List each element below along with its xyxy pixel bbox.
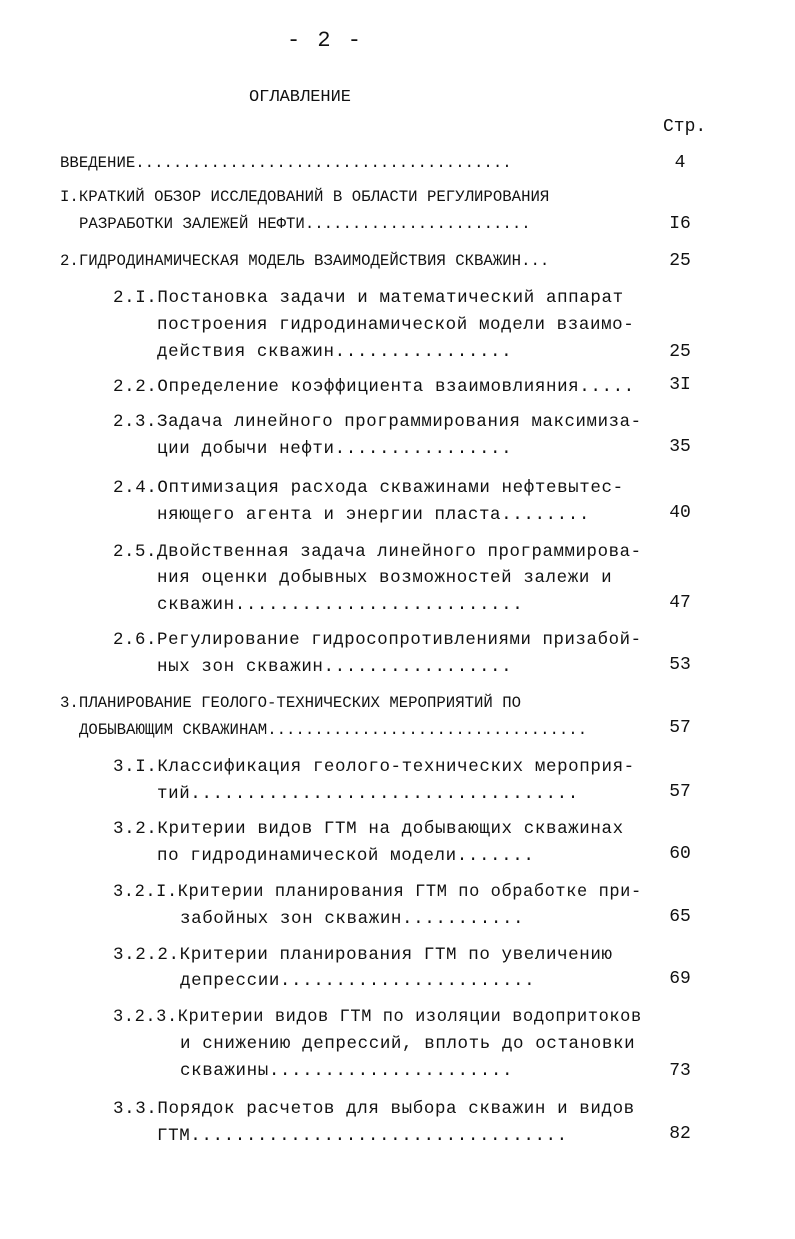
toc-entry-line: ГТМ.................................. xyxy=(157,1126,568,1146)
toc-entry-line: скважин.......................... xyxy=(157,595,524,615)
toc-entry-line: действия скважин................ xyxy=(157,342,513,362)
toc-entry-line: 2.4.Оптимизация расхода скважинами нефтевытес- xyxy=(113,478,624,498)
toc-entry-line: 2.5.Двойственная задача линейного программирова- xyxy=(113,542,642,562)
toc-entry-page: 57 xyxy=(669,718,691,738)
toc-entry-page: I6 xyxy=(669,214,691,234)
toc-entry-line: построения гидродинамической модели взаимо- xyxy=(157,315,635,335)
toc-entry-page: 25 xyxy=(669,251,691,271)
toc-entry-line: ных зон скважин................. xyxy=(157,657,513,677)
toc-entry-page: 69 xyxy=(669,969,691,989)
toc-entry-line: 3.I.Классификация геолого-технических мероприя- xyxy=(113,757,635,777)
page-number: - 2 - xyxy=(286,28,363,53)
toc-entry-line: 3.2.I.Критерии планирования ГТМ по обработке при- xyxy=(113,882,642,902)
toc-entry-page: 57 xyxy=(669,782,691,802)
toc-entry-line: ции добычи нефти................ xyxy=(157,439,513,459)
toc-entry-line: ния оценки добывных возможностей залежи и xyxy=(157,568,613,588)
toc-entry-page: 25 xyxy=(669,342,691,362)
toc-entry-page: 82 xyxy=(669,1124,691,1144)
toc-entry-page: 60 xyxy=(669,844,691,864)
toc-entry-line: 3.ПЛАНИРОВАНИЕ ГЕОЛОГО-ТЕХНИЧЕСКИХ МЕРОПРИЯТИЙ ПО xyxy=(60,694,522,712)
toc-entry-page: 47 xyxy=(669,593,691,613)
toc-entry-line: ДОБЫВАЮЩИМ СКВАЖИНАМ.................................. xyxy=(79,721,588,739)
toc-entry-line: 2.ГИДРОДИНАМИЧЕСКАЯ МОДЕЛЬ ВЗАИМОДЕЙСТВИЯ СКВАЖИН... xyxy=(60,252,550,270)
toc-title: ОГЛАВЛЕНИЕ xyxy=(248,88,352,107)
toc-entry-line: I.КРАТКИЙ ОБЗОР ИССЛЕДОВАНИЙ В ОБЛАСТИ РЕГУЛИРОВАНИЯ xyxy=(60,188,550,206)
toc-entry-line: 3.2.Критерии видов ГТМ на добывающих скважинах xyxy=(113,819,624,839)
toc-entry-line: 3.2.3.Критерии видов ГТМ по изоляции водопритоков xyxy=(113,1007,642,1027)
toc-entry-page: 4 xyxy=(674,153,686,173)
toc-entry-line: и снижению депрессий, вплоть до остановки xyxy=(180,1034,636,1054)
page-column-header: Стр. xyxy=(663,117,707,137)
toc-entry-line: по гидродинамической модели....... xyxy=(157,846,535,866)
toc-entry-line: 2.3.Задача линейного программирования максимиза- xyxy=(113,412,642,432)
toc-entry-page: 40 xyxy=(669,503,691,523)
toc-entry-page: 35 xyxy=(669,437,691,457)
toc-entry-line: 2.2.Определение коэффициента взаимовлияния..... xyxy=(113,377,635,397)
toc-entry-page: 3I xyxy=(669,375,691,395)
toc-entry-page: 53 xyxy=(669,655,691,675)
toc-entry-line: депрессии....................... xyxy=(180,971,536,991)
toc-entry-line: тий................................... xyxy=(157,784,579,804)
toc-entry-line: скважины...................... xyxy=(180,1061,514,1081)
toc-entry-line: 2.6.Регулирование гидросопротивлениями призабой- xyxy=(113,630,642,650)
toc-entry-page: 65 xyxy=(669,907,691,927)
toc-entry-line: 3.2.2.Критерии планирования ГТМ по увеличению xyxy=(113,945,613,965)
toc-entry-line: няющего агента и энергии пласта........ xyxy=(157,505,590,525)
toc-entry-page: 73 xyxy=(669,1061,691,1081)
toc-entry-line: РАЗРАБОТКИ ЗАЛЕЖЕЙ НЕФТИ........................ xyxy=(79,215,531,233)
toc-entry-line: ВВЕДЕНИЕ........................................ xyxy=(60,154,512,172)
toc-entry-line: 2.I.Постановка задачи и математический аппарат xyxy=(113,288,624,308)
toc-entry-line: забойных зон скважин........... xyxy=(180,909,525,929)
toc-entry-line: 3.3.Порядок расчетов для выбора скважин и видов xyxy=(113,1099,635,1119)
